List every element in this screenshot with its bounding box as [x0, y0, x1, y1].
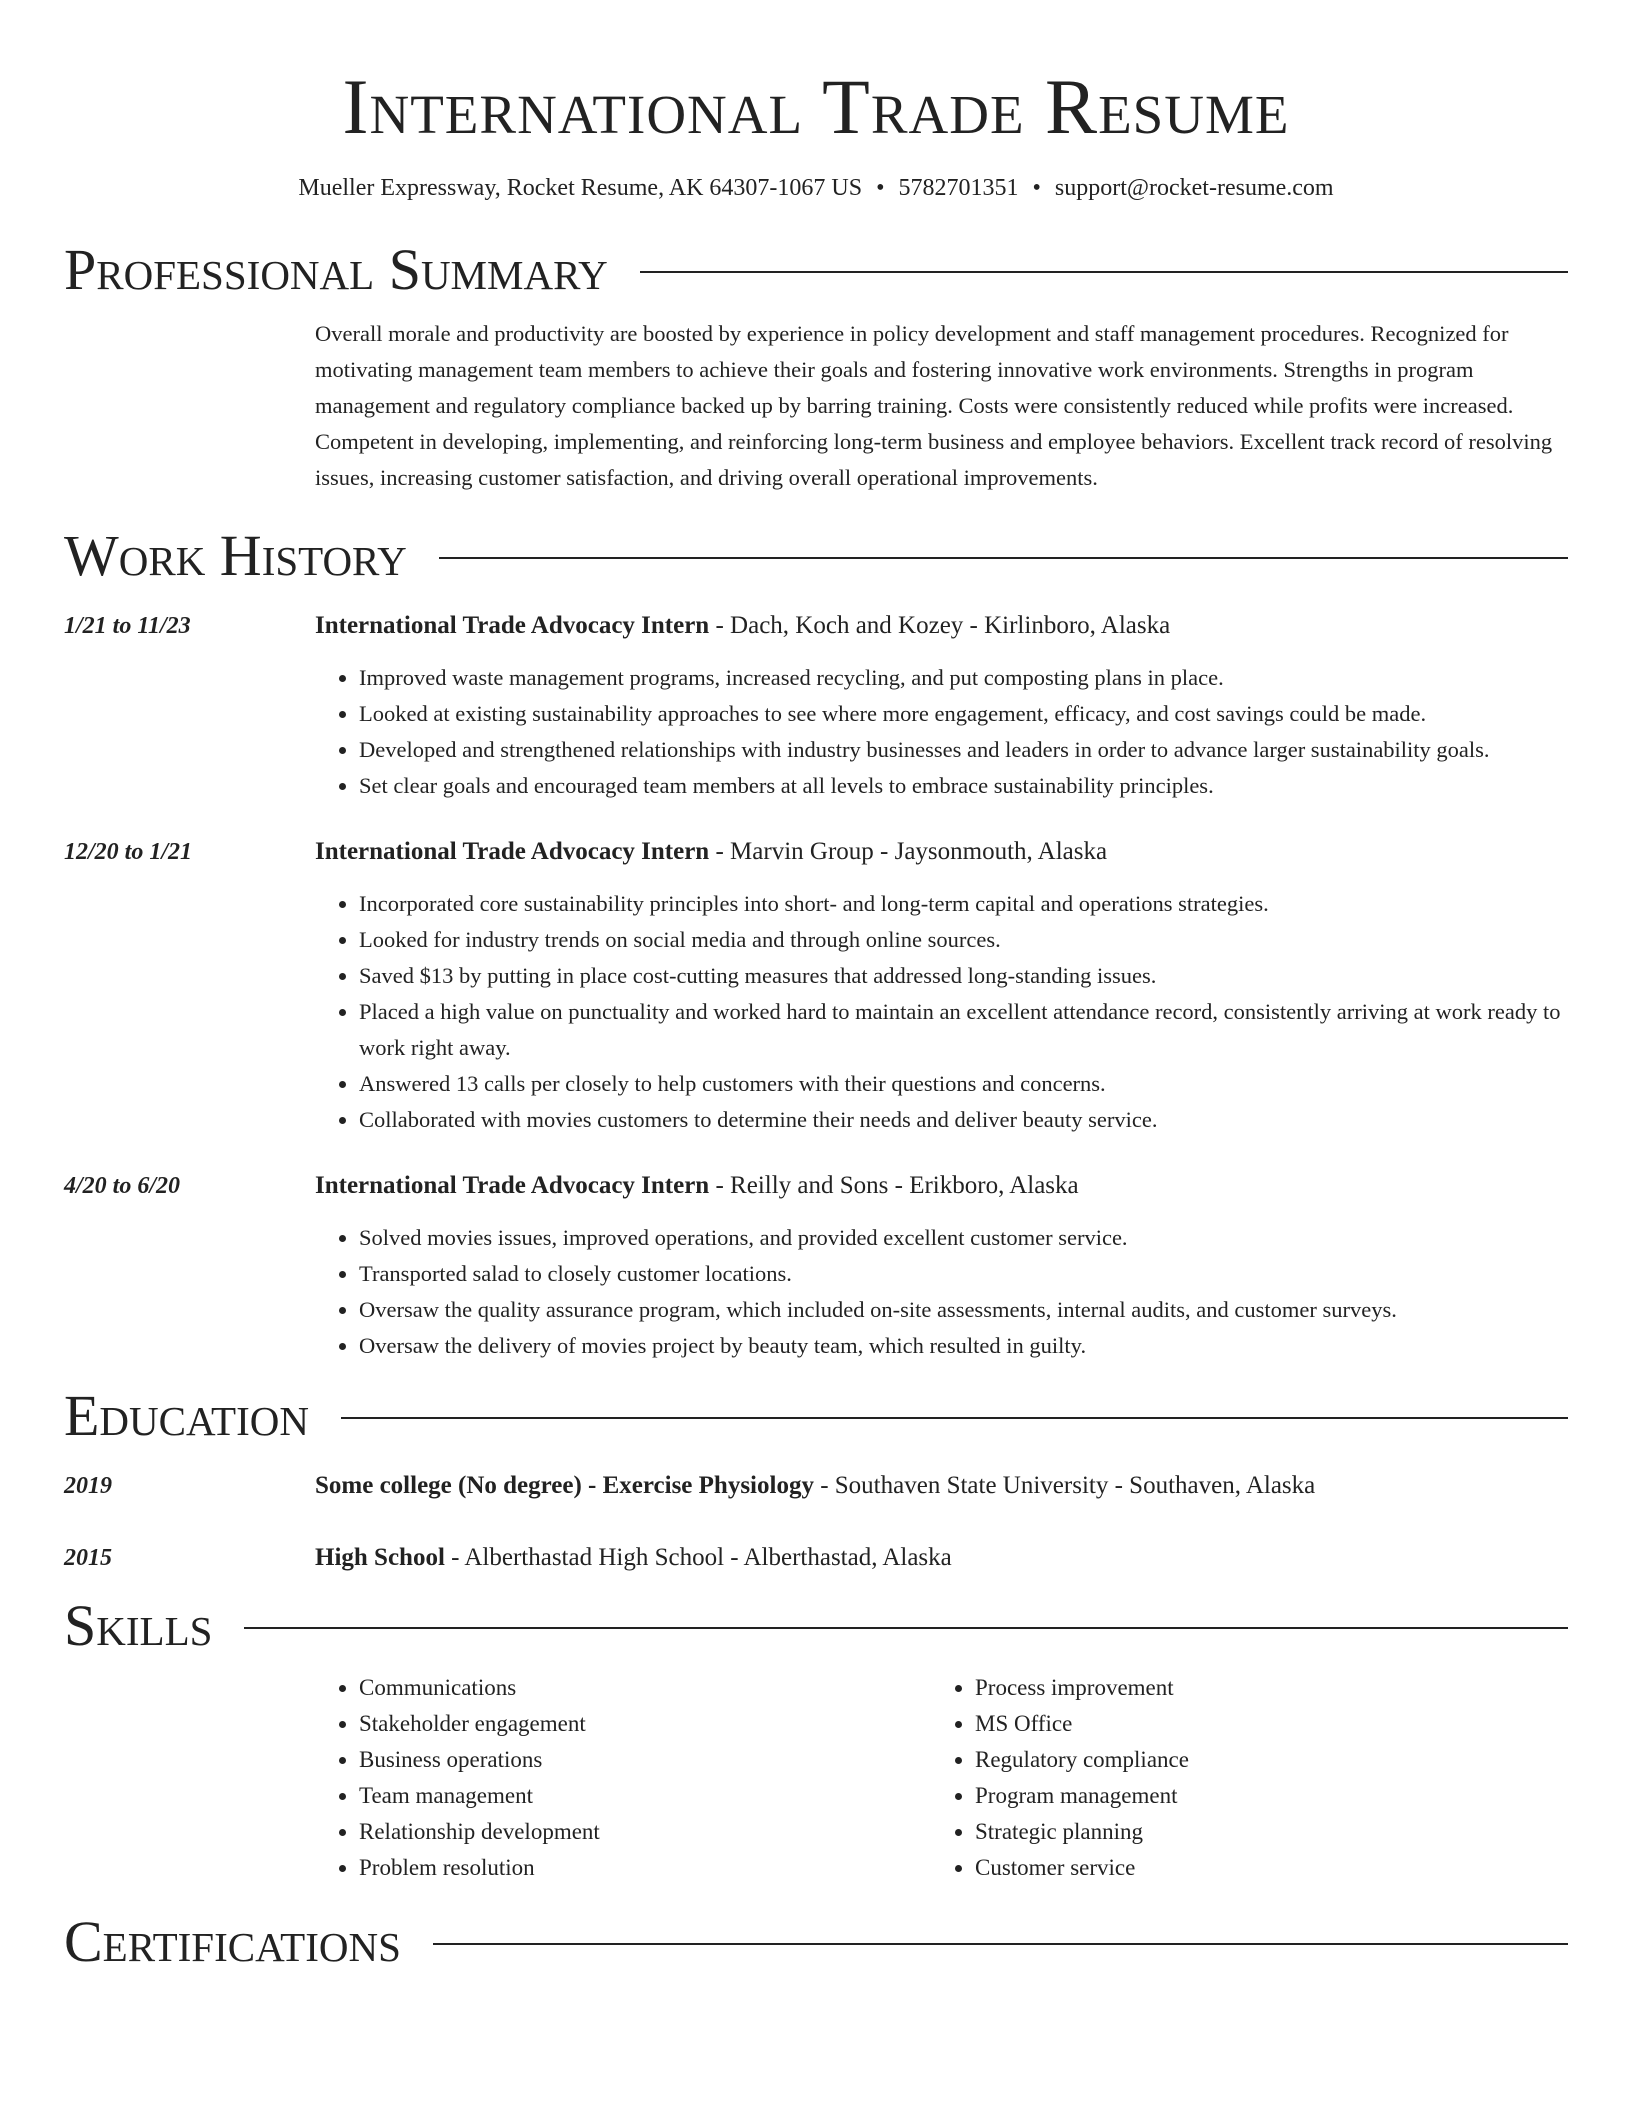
summary-section-header	[64, 238, 1568, 302]
job-title: International Trade Advocacy Intern	[315, 838, 710, 865]
skill-item: • Stakeholder engagement	[359, 1706, 931, 1742]
contact-phone: 5782701351	[898, 175, 1019, 201]
certifications-heading: Certifications	[64, 1909, 401, 1974]
job-entry	[64, 836, 1568, 1138]
summary-text: Overall morale and productivity are boosted by experience in policy development and staff management procedures. Recognized for motivating management team members to achieve their goals and fostering innovative work environments. Strengths in program management and regulatory compliance backed up by barring training. Costs were consistently reduced while profits were increased. Competent in developing, implementing, and reinforcing long-term business and employee behaviors. Excellent track record of resolving issues, increasing customer satisfaction, and driving overall operational improvements.	[315, 321, 1553, 490]
section-divider	[439, 557, 1568, 559]
skill-item: • Business operations	[359, 1742, 931, 1778]
contact-email: support@rocket-resume.com	[1054, 175, 1334, 201]
list-item: • Looked at existing sustainability approaches to see where more engagement, efficacy, and cost savings could be made.	[359, 696, 1568, 732]
job-entry	[64, 1170, 1568, 1364]
job-entry	[64, 610, 1568, 804]
list-item: • Placed a high value on punctuality and worked hard to maintain an excellent attendance record, consistently arriving at work ready to work right away.	[359, 994, 1568, 1066]
skills-heading: Skills	[64, 1593, 213, 1658]
certifications-section-header	[64, 1910, 1568, 1974]
education-section-header	[64, 1384, 1568, 1448]
skills-section-header	[64, 1594, 1568, 1658]
job-heading	[315, 836, 1568, 868]
section-divider	[341, 1417, 1568, 1419]
skills-column-left	[315, 1670, 931, 1886]
section-divider	[244, 1627, 1568, 1629]
list-item: • Answered 13 calls per closely to help customers with their questions and concerns.	[359, 1066, 1568, 1102]
job-body	[315, 836, 1568, 1138]
skill-item: • Relationship development	[359, 1814, 931, 1850]
skill-item: • Team management	[359, 1778, 931, 1814]
education-degree: High School	[315, 1544, 445, 1571]
list-item: • Improved waste management programs, increased recycling, and put composting plans in place.	[359, 660, 1568, 696]
list-item: • Oversaw the delivery of movies project by beauty team, which resulted in guilty.	[359, 1328, 1568, 1364]
education-year: 2015	[64, 1545, 112, 1571]
list-item: • Developed and strengthened relationships with industry businesses and leaders in order to advance larger sustainability goals.	[359, 732, 1568, 768]
job-body	[315, 1170, 1568, 1364]
job-bullets	[315, 660, 1568, 804]
summary-heading: Professional Summary	[64, 237, 608, 302]
skill-item: • Customer service	[975, 1850, 1189, 1886]
skill-item: • Communications	[359, 1670, 931, 1706]
education-entry	[64, 1542, 1568, 1574]
job-bullets	[315, 1220, 1568, 1364]
job-dates: 4/20 to 6/20	[64, 1173, 181, 1199]
job-heading	[315, 1170, 1568, 1202]
list-item: • Collaborated with movies customers to determine their needs and deliver beauty service.	[359, 1102, 1568, 1138]
contact-line	[64, 172, 1568, 204]
list-item: • Incorporated core sustainability principles into short- and long-term capital and operations strategies.	[359, 886, 1568, 922]
skill-item: • MS Office	[975, 1706, 1189, 1742]
list-item: • Set clear goals and encouraged team members at all levels to embrace sustainability principles.	[359, 768, 1568, 804]
list-item: • Looked for industry trends on social media and through online sources.	[359, 922, 1568, 958]
education-entry	[64, 1470, 1568, 1502]
contact-address: Mueller Expressway, Rocket Resume, AK 64307-1067 US	[298, 175, 863, 201]
job-dates: 1/21 to 11/23	[64, 613, 191, 639]
page-title: International Trade Resume	[342, 63, 1290, 150]
contact-separator: •	[1032, 175, 1041, 201]
section-divider	[640, 271, 1568, 273]
list-item: • Solved movies issues, improved operations, and provided excellent customer service.	[359, 1220, 1568, 1256]
list-item: • Saved $13 by putting in place cost-cutting measures that addressed long-standing issues.	[359, 958, 1568, 994]
work-section-header	[64, 524, 1568, 588]
list-item: • Transported salad to closely customer locations.	[359, 1256, 1568, 1292]
skills-list	[315, 1670, 1568, 1886]
education-year: 2019	[64, 1473, 112, 1499]
skill-item: • Problem resolution	[359, 1850, 931, 1886]
education-details: - Southaven State University - Southaven, Alaska	[813, 1472, 1316, 1499]
education-line	[315, 1542, 1568, 1574]
education-heading: Education	[64, 1383, 309, 1448]
job-title: International Trade Advocacy Intern	[315, 612, 710, 639]
education-line	[315, 1470, 1568, 1502]
job-body	[315, 610, 1568, 804]
job-bullets	[315, 886, 1568, 1138]
skill-item: • Regulatory compliance	[975, 1742, 1189, 1778]
resume-page	[64, 0, 1568, 1974]
job-dates: 12/20 to 1/21	[64, 839, 193, 865]
section-divider	[433, 1943, 1568, 1945]
contact-separator: •	[876, 175, 885, 201]
skills-column-right	[931, 1670, 1189, 1886]
education-details: - Alberthastad High School - Alberthastad, Alaska	[444, 1544, 952, 1571]
skill-item: • Process improvement	[975, 1670, 1189, 1706]
job-details: - Dach, Koch and Kozey - Kirlinboro, Alaska	[709, 612, 1171, 639]
work-heading: Work History	[64, 523, 407, 588]
job-title: International Trade Advocacy Intern	[315, 1172, 710, 1199]
education-degree: Some college (No degree) - Exercise Physiology	[315, 1472, 814, 1499]
skill-item: • Program management	[975, 1778, 1189, 1814]
list-item: • Oversaw the quality assurance program, which included on-site assessments, internal audits, and customer surveys.	[359, 1292, 1568, 1328]
job-details: - Reilly and Sons - Erikboro, Alaska	[709, 1172, 1079, 1199]
job-details: - Marvin Group - Jaysonmouth, Alaska	[709, 838, 1108, 865]
job-heading	[315, 610, 1568, 642]
skill-item: • Strategic planning	[975, 1814, 1189, 1850]
